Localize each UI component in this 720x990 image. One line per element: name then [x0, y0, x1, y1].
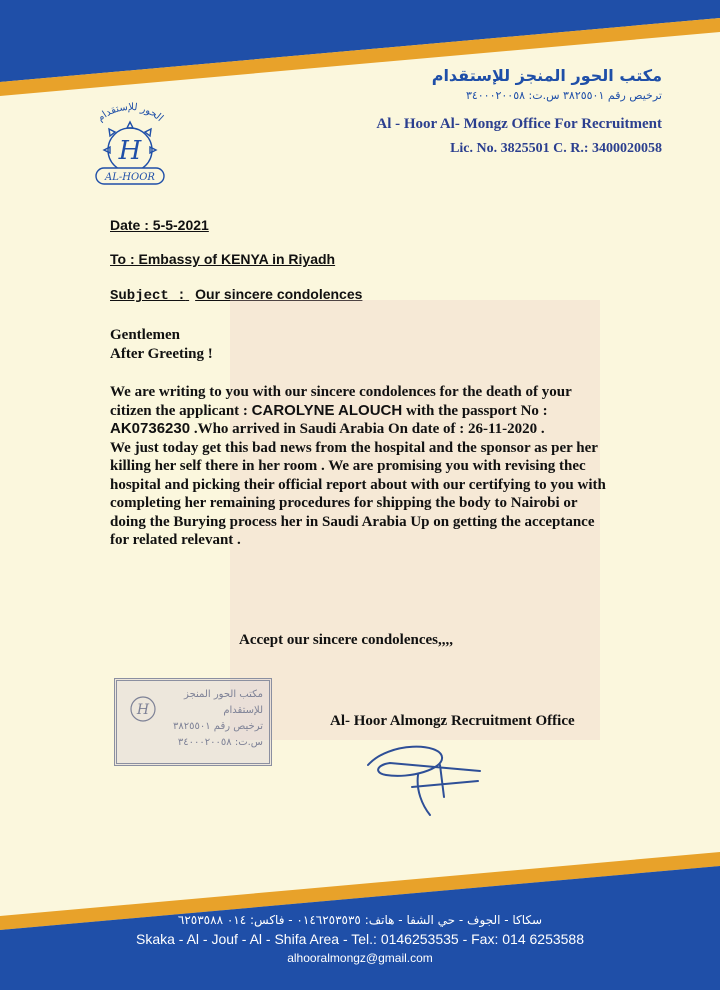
stamp-line-1: مكتب الحور المنجز [184, 689, 263, 700]
p1-passport-intro: with the passport No : [405, 402, 548, 419]
letter-date: Date : 5-5-2021 [110, 217, 209, 233]
paragraph-1 [110, 383, 610, 439]
company-name-english: Al - Hoor Al- Mongz Office For Recruitment [376, 116, 662, 132]
license-arabic: ترخيص رقم ٣٨٢٥٥٠١ س.ت: ٣٤٠٠٠٢٠٠٥٨ [465, 89, 662, 102]
company-logo [78, 98, 182, 190]
signoff-office: Al- Hoor Almongz Recruitment Office [330, 713, 575, 729]
company-name-arabic: مكتب الحور المنجز للإستقدام [431, 66, 662, 85]
passport-number: AK0736230 [110, 420, 191, 437]
subject-label: Subject : [110, 288, 186, 304]
applicant-name: CAROLYNE ALOUCH [251, 401, 403, 419]
greeting: After Greeting ! [110, 345, 213, 362]
closing-line: Accept our sincere condolences,,,, [239, 632, 453, 648]
stamp-logo-icon [123, 689, 163, 725]
license-number: Lic. No. 3825501 C. R.: 3400020058 [450, 141, 662, 156]
footer-address: Skaka - Al - Jouf - Al - Shifa Area - Tel.: 0146253535 - Fax: 014 6253588 [135, 931, 584, 947]
footer-email: alhooralmongz@gmail.com [287, 951, 433, 965]
p1-arrival: .Who arrived in Saudi Arabia On date of : 26-11-2020 . [193, 421, 545, 437]
logo-arabic-text: الحور للإستقدام [95, 101, 166, 124]
salutation: Gentlemen [110, 327, 180, 343]
subject-text: Our sincere condolences [195, 286, 363, 302]
letterhead [376, 66, 662, 157]
stamp-line-4: س.ت: ٣٤٠٠٠٢٠٠٥٨ [177, 737, 263, 748]
office-stamp [114, 678, 272, 766]
footer-arabic-address: سكاكا - الجوف - حي الشفا - هاتف: ٠١٤٦٢٥٣٥٣٥ - فاكس: ٠١٤ ٦٢٥٣٥٨٨ [177, 913, 543, 927]
logo-banner-text: AL-HOOR [105, 172, 155, 183]
footer-contact [0, 913, 720, 965]
p1-intro: We are writing to you with our sincere condolences for the death of your citizen the applicant : [110, 384, 572, 419]
svg-text:H: H [136, 702, 150, 718]
stamp-text [163, 687, 263, 751]
letter-body [110, 326, 610, 550]
paragraph-2: We just today get this bad news from the hospital and the sponsor as per her killing her self there in her room . We are promising you with revising thec hospital and picking their official report about with our certifying to you with completing her remaining procedures for shipping the body to Nairobi or doing the Burying process her in Saudi Arabia Up on getting the acceptance for related relevant . [110, 439, 606, 548]
stamp-line-3: ترخيص رقم ٣٨٢٥٥٠١ [173, 721, 263, 732]
handwritten-signature [360, 735, 490, 820]
letter-recipient: To : Embassy of KENYA in Riyadh [110, 251, 336, 267]
logo-monogram: H [118, 136, 142, 166]
stamp-line-2: للإستقدام [223, 705, 263, 716]
